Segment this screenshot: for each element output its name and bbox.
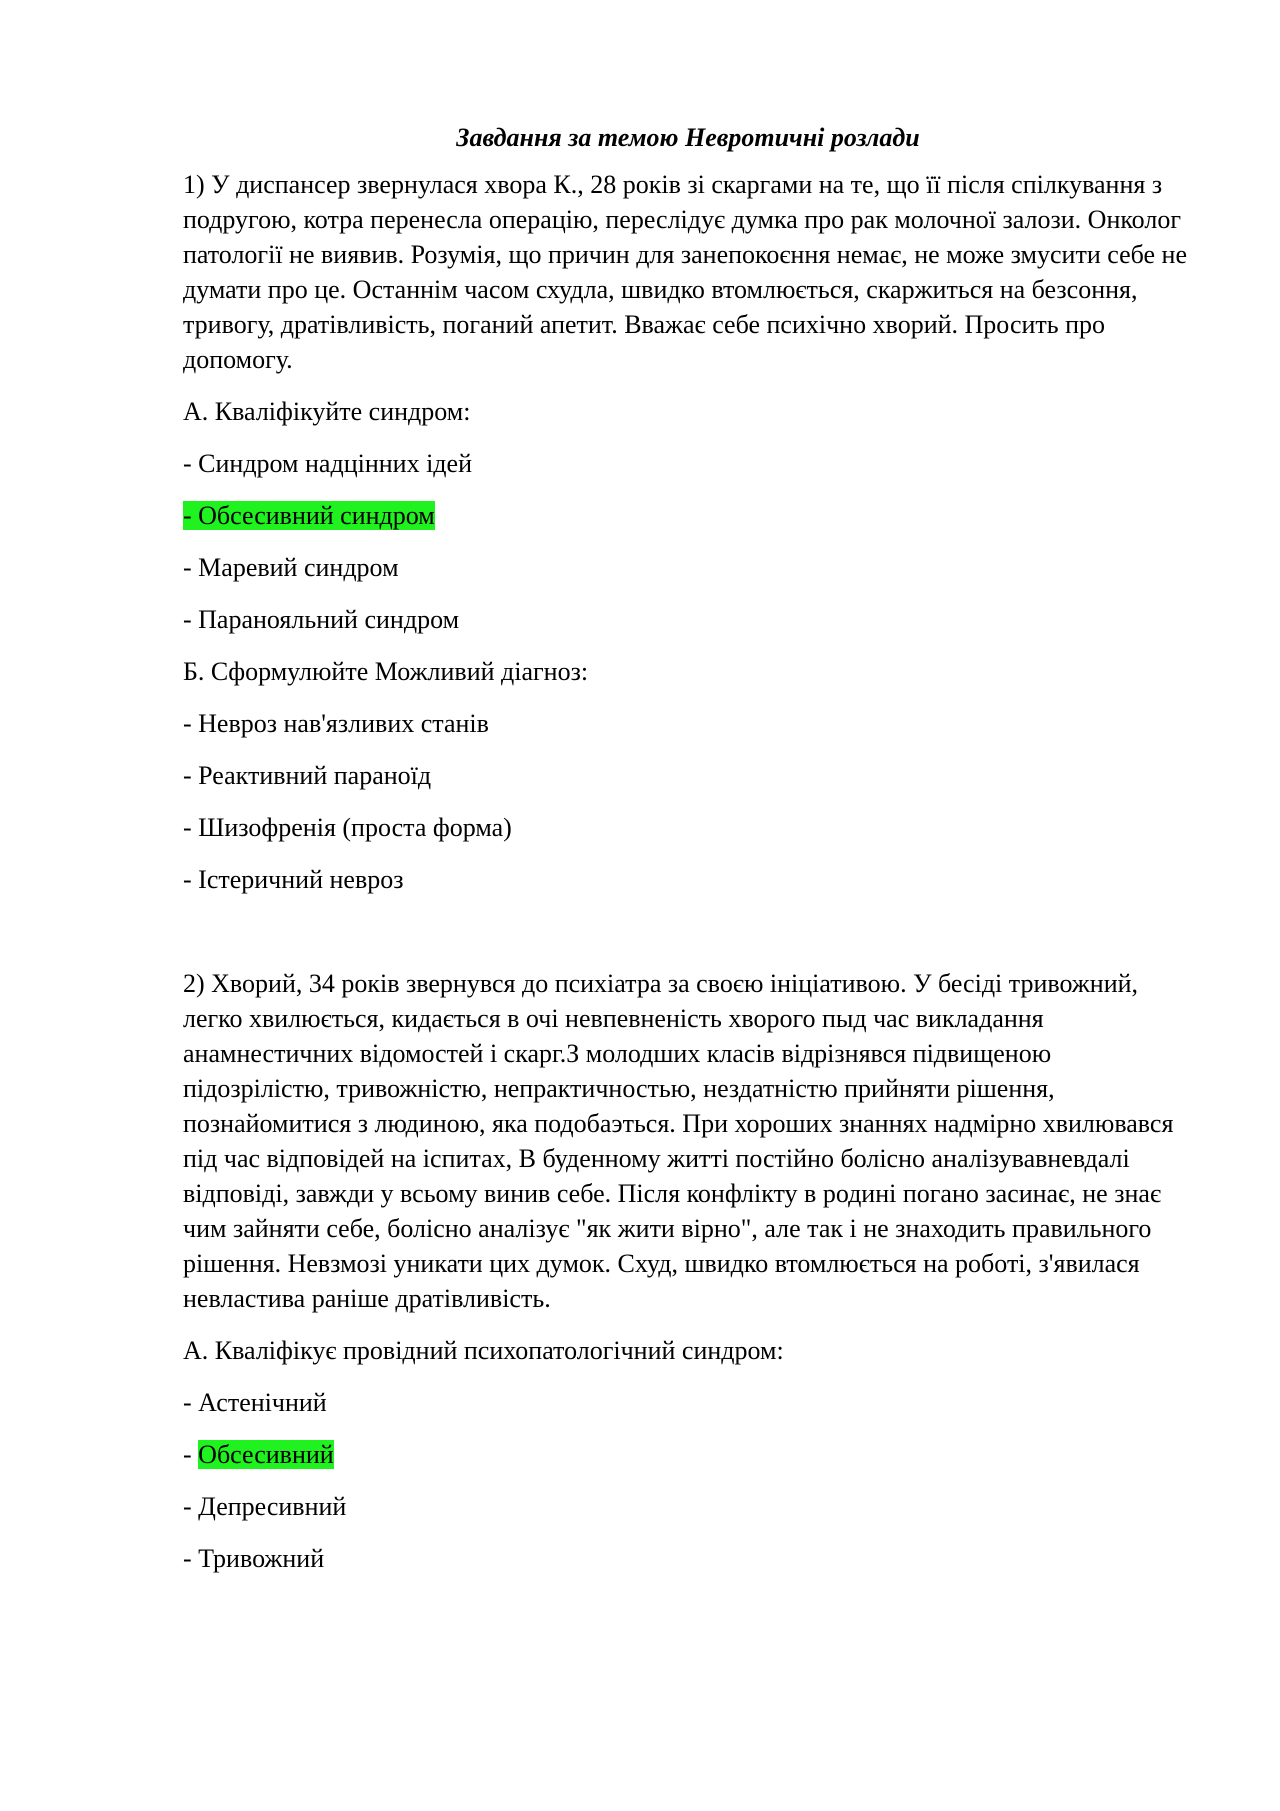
task2-question-a: А. Кваліфікує провідний психопатологічний синдром: <box>183 1336 784 1365</box>
section-spacer <box>183 914 1193 966</box>
task2-option-a4: - Тривожний <box>183 1544 325 1573</box>
document-title: Завдання за темою Невротичні розлади <box>456 123 920 152</box>
task1-option-a2-highlight: - Обсесивний синдром <box>183 501 435 530</box>
task1-option-b3: - Шизофренія (проста форма) <box>183 813 512 842</box>
task1-option-a2 <box>183 498 1193 533</box>
task2-option-a1: - Астенічний <box>183 1388 327 1417</box>
task1-question-a: А. Кваліфікуйте синдром: <box>183 397 471 426</box>
task1-option-b4: - Істеричний невроз <box>183 865 404 894</box>
document-content <box>183 120 1193 1593</box>
task2-option-a2-prefix: - <box>183 1440 199 1469</box>
task1-option-a3: - Маревий синдром <box>183 553 399 582</box>
task2-option-a2-highlight: Обсесивний <box>198 1440 334 1469</box>
task1-option-a4: - Паранояльний синдром <box>183 605 460 634</box>
task1-question-b: Б. Сформулюйте Можливий діагноз: <box>183 657 589 686</box>
task1-option-b1: - Невроз нав'язливих станів <box>183 709 489 738</box>
task1-option-b2: - Реактивний параноїд <box>183 761 432 790</box>
task1-text: 1) У диспансер звернулася хвора К., 28 років зі скаргами на те, що її після спілкування з подругою, котра перенесла операцію, переслідує думка про рак молочної залози. Онколог патології не виявив. Розумія, що причин для занепокоєння немає, не може змусити себе не думати про це. Останнім часом схудла, швидко втомлюється, скаржиться на безсоння, тривогу, дратівливість, поганий апетит. Вважає себе психічно хворий. Просить про допомогу. <box>183 170 1188 374</box>
task2-option-a2 <box>183 1437 1193 1472</box>
task2-text: 2) Хворий, 34 років звернувся до психіатра за своєю ініціативою. У бесіді тривожний, легко хвилюється, кидається в очі невпевненість хворого пыд час викладання анамнестичних відомостей і скарг.З молодших класів відрізнявся підвищеною підозрілістю, тривожністю, непрактичностью, нездатністю прийняти рішення, познайомитися з людиною, яка подобаэться. При хороших знаннях надмірно хвилювався під час відповідей на іспитах, В буденному житті постійно болісно аналізувавневдалі відповіді, завжди у всьому винив себе. Після конфлікту в родині погано засинає, не знає чим зайняти себе, болісно аналізує "як жити вірно", але так і не знаходить правильного рішення. Невзмозі уникати цих думок. Схуд, швидко втомлюється на роботі, з'явилася невластива раніше дратівливість. <box>183 969 1174 1313</box>
task1-option-a1: - Синдром надцінних ідей <box>183 449 472 478</box>
task2-option-a3: - Депресивний <box>183 1492 347 1521</box>
